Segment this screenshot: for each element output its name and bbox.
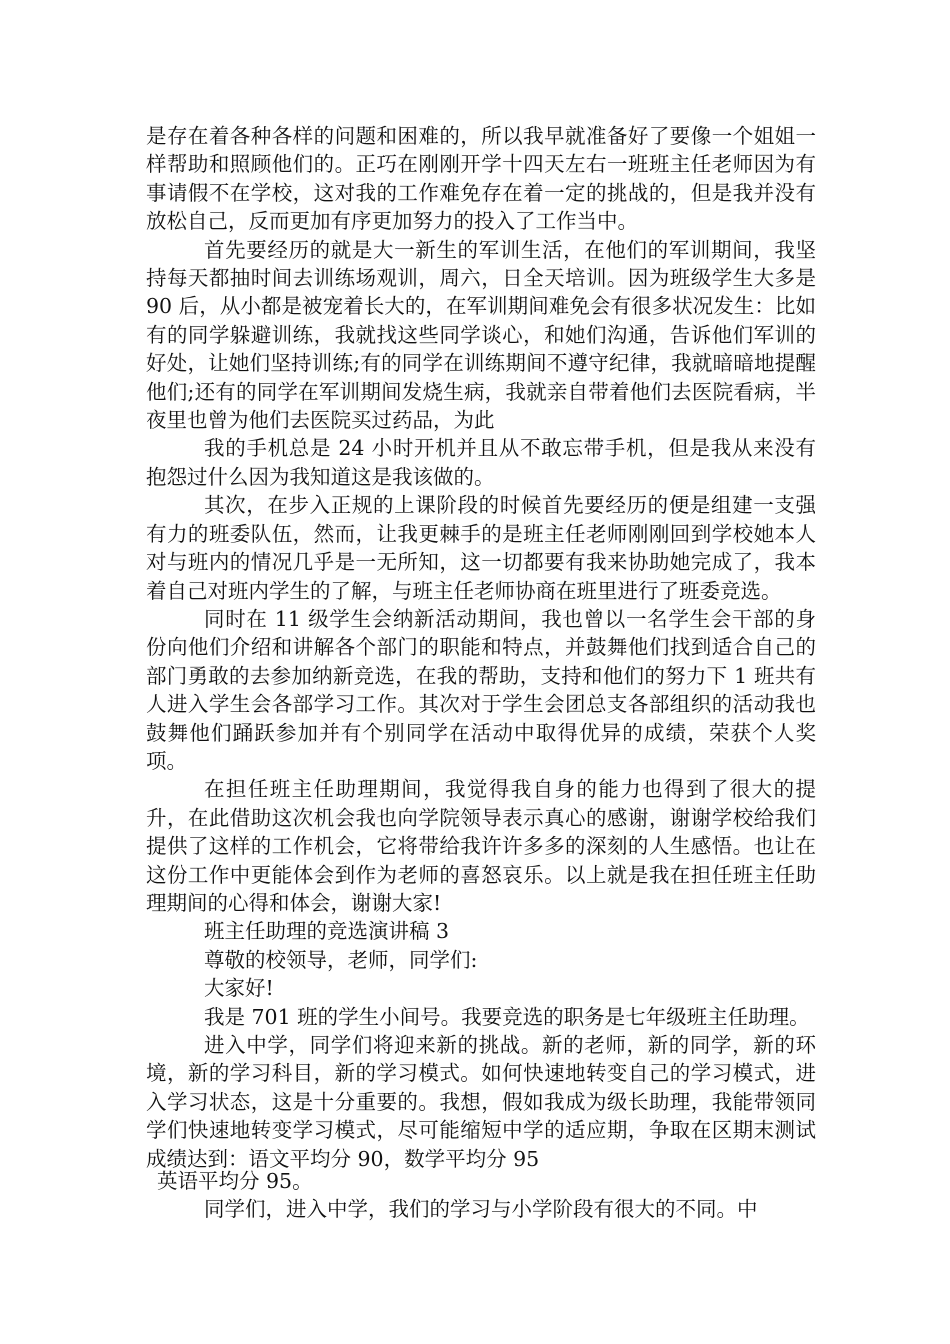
paragraph: 是存在着各种各样的问题和困难的，所以我早就准备好了要像一个姐姐一样帮助和照顾他们的。正巧在刚刚开学十四天左右一班班主任老师因为有事请假不在学校，这对我的工作难免存在着一定的挑战的，但是我并没有放松自己，反而更加有序更加努力的投入了工作当中。 — [146, 124, 816, 234]
paragraph: 进入中学，同学们将迎来新的挑战。新的老师，新的同学，新的环境，新的学习科目，新的学习模式。如何快速地转变自己的学习模式，进入学习状态，这是十分重要的。我想，假如我成为级长助理，我能带领同学们快速地转变学习模式，尽可能缩短中学的适应期，争取在区期末测试成绩达到：语文平均分 90，数学平均分 95 — [146, 1033, 816, 1171]
document-body-bottom — [146, 1195, 816, 1223]
paragraph: 在担任班主任助理期间，我觉得我自身的能力也得到了很大的提升，在此借助这次机会我也向学院领导表示真心的感谢，谢谢学校给我们提供了这样的工作机会，它将带给我许许多多的深刻的人生感悟。也让在这份工作中更能体会到作为老师的喜怒哀乐。以上就是我在担任班主任助理期间的心得和体会，谢谢大家! — [146, 777, 816, 915]
document-body-top — [146, 122, 816, 1173]
paragraph: 首先要经历的就是大一新生的军训生活，在他们的军训期间，我坚持每天都抽时间去训练场观训，周六，日全天培训。因为班级学生大多是 90 后，从小都是被宠着长大的，在军训期间难免会有很多状况发生：比如有的同学躲避训练，我就找这些同学谈心，和她们沟通，告诉他们军训的好处，让她们坚持训练;有的同学在训练期间不遵守纪律，我就暗暗地提醒他们;还有的同学在军训期间发烧生病，我就亲自带着他们去医院看病，半夜里也曾为他们去医院买过药品，为此 — [146, 237, 816, 433]
paragraph-continuation: 英语平均分 95。 — [157, 1169, 313, 1193]
greeting: 大家好! — [204, 976, 274, 1001]
paragraph: 同时在 11 级学生会纳新活动期间，我也曾以一名学生会干部的身份向他们介绍和讲解各个部门的职能和特点，并鼓舞他们找到适合自己的部门勇敢的去参加纳新竞选，在我的帮助，支持和他们的努力下 1 班共有人进入学生会各部学习工作。其次对于学生会团总支各部组织的活动我也鼓舞他们踊跃参加并有个别同学在活动中取得优异的成绩，荣获个人奖项。 — [146, 606, 816, 773]
paragraph: 我的手机总是 24 小时开机并且从不敢忘带手机，但是我从来没有抱怨过什么因为我知道这是我该做的。 — [146, 436, 816, 489]
section-title: 班主任助理的竞选演讲稿 3 — [204, 919, 450, 944]
paragraph: 其次，在步入正规的上课阶段的时候首先要经历的便是组建一支强有力的班委队伍，然而，让我更棘手的是班主任老师刚刚回到学校她本人对与班内的情况几乎是一无所知，这一切都要有我来协助她完成了，我本着自己对班内学生的了解，与班主任老师协商在班里进行了班委竞选。 — [146, 493, 816, 603]
paragraph: 我是 701 班的学生小间号。我要竞选的职务是七年级班主任助理。 — [204, 1004, 810, 1029]
salutation: 尊敬的校领导，老师，同学们: — [204, 947, 478, 972]
paragraph: 同学们，进入中学，我们的学习与小学阶段有很大的不同。中 — [204, 1197, 758, 1221]
